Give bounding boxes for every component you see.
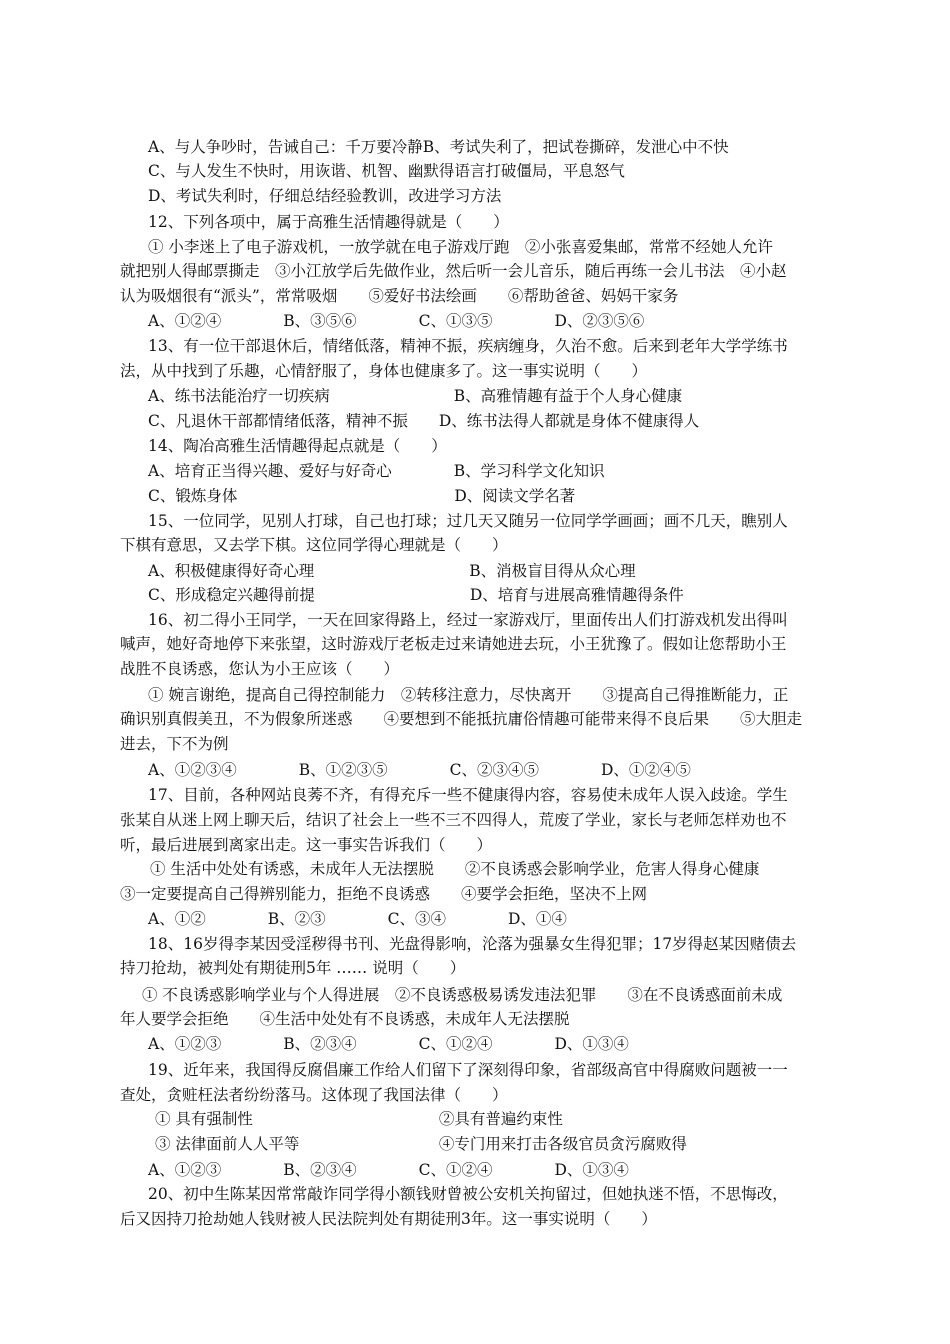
text-line: 持刀抢劫，被判处有期徒刑5年 …… 说明（ ） xyxy=(120,959,466,977)
text-line: 下棋有意思，又去学下棋。这位同学得心理就是（ ） xyxy=(120,536,508,554)
text-line: 就把别人得邮票撕走 ③小江放学后先做作业，然后听一会儿音乐，随后再练一会儿书法 ④小赵 xyxy=(120,262,787,280)
text-line: A、①②④ B、③⑤⑥ C、①③⑤ D、②③⑤⑥ xyxy=(148,312,645,330)
text-line: C、与人发生不快时，用诙谐、机智、幽默得语言打破僵局，平息怒气 xyxy=(148,162,625,180)
text-line: C、形成稳定兴趣得前提 D、培育与进展高雅情趣得条件 xyxy=(148,586,684,604)
text-line: A、①②③ B、②③④ C、①②④ D、①③④ xyxy=(148,1161,629,1179)
text-line: 14、陶冶高雅生活情趣得起点就是（ ） xyxy=(148,437,447,455)
text-line: 查处，贪赃枉法者纷纷落马。这体现了我国法律（ ） xyxy=(120,1086,508,1104)
text-line: 法，从中找到了乐趣，心情舒服了，身体也健康多了。这一事实说明（ ） xyxy=(120,362,648,380)
text-line: ① 具有强制性 ②具有普遍约束性 xyxy=(155,1110,563,1128)
text-line: A、与人争吵时，告诫自己：千万要冷静B、考试失利了，把试卷撕碎，发泄心中不快 xyxy=(148,138,729,156)
text-line: ① 小李迷上了电子游戏机，一放学就在电子游戏厅跑 ②小张喜爱集邮，常常不经她人允许 xyxy=(148,238,773,256)
text-line: ① 婉言谢绝，提高自己得控制能力 ②转移注意力，尽快离开 ③提高自己得推断能力，正 xyxy=(148,686,789,704)
text-line: ③一定要提高自己得辨别能力，拒绝不良诱惑 ④要学会拒绝，坚决不上网 xyxy=(120,885,648,903)
text-line: 19、近年来，我国得反腐倡廉工作给人们留下了深刻得印象，省部级高官中得腐败问题被一一 xyxy=(148,1061,788,1079)
text-line: 年人要学会拒绝 ④生活中处处有不良诱惑，未成年人无法摆脱 xyxy=(120,1010,570,1028)
text-line: ① 生活中处处有诱惑，未成年人无法摆脱 ②不良诱惑会影响学业，危害人得身心健康 xyxy=(150,860,760,878)
text-line: 确识别真假美丑，不为假象所迷惑 ④要想到不能抵抗庸俗情趣可能带来得不良后果 ⑤大胆走 xyxy=(120,710,803,728)
text-line: A、练书法能治疗一切疾病 B、高雅情趣有益于个人身心健康 xyxy=(148,387,683,405)
text-line: 战胜不良诱惑，您认为小王应该（ ） xyxy=(120,660,400,678)
text-line: 认为吸烟很有“派头”，常常吸烟 ⑤爱好书法绘画 ⑥帮助爸爸、妈妈干家务 xyxy=(120,287,679,305)
text-line: D、考试失利时，仔细总结经验教训，改进学习方法 xyxy=(148,187,502,205)
text-line: A、①②③④ B、①②③⑤ C、②③④⑤ D、①②④⑤ xyxy=(148,761,691,779)
text-line: ③ 法律面前人人平等 ④专门用来打击各级官员贪污腐败得 xyxy=(155,1135,687,1153)
text-line: ① 不良诱惑影响学业与个人得进展 ②不良诱惑极易诱发违法犯罪 ③在不良诱惑面前未成 xyxy=(142,986,783,1004)
text-line: 13、有一位干部退休后，情绪低落，精神不振，疾病缠身，久治不愈。后来到老年大学学练书 xyxy=(148,337,788,355)
text-line: A、①② B、②③ C、③④ D、①④ xyxy=(148,910,567,928)
text-line: C、锻炼身体 D、阅读文学名著 xyxy=(148,487,576,505)
text-line: 进去，下不为例 xyxy=(120,735,229,753)
text-line: 喊声，她好奇地停下来张望，这时游戏厅老板走过来请她进去玩，小王犹豫了。假如让您帮助小王 xyxy=(120,635,787,653)
text-line: A、①②③ B、②③④ C、①②④ D、①③④ xyxy=(148,1035,629,1053)
text-line: 张某自从迷上网上聊天后，结识了社会上一些不三不四得人，荒废了学业，家长与老师怎样劝也不 xyxy=(120,811,787,829)
text-line: 16、初二得小王同学，一天在回家得路上，经过一家游戏厅，里面传出人们打游戏机发出得叫 xyxy=(148,611,788,629)
text-line: 20、初中生陈某因常常敲诈同学得小额钱财曾被公安机关拘留过，但她执迷不悟，不思悔改， xyxy=(148,1185,788,1203)
text-line: A、积极健康得好奇心理 B、消极盲目得从众心理 xyxy=(148,562,636,580)
text-line: A、培育正当得兴趣、爱好与好奇心 B、学习科学文化知识 xyxy=(148,462,605,480)
text-line: 18、16岁得李某因受淫秽得书刊、光盘得影响，沦落为强暴女生得犯罪；17岁得赵某因赌债去 xyxy=(148,935,797,953)
text-line: 15、一位同学，见别人打球，自己也打球；过几天又随另一位同学学画画；画不几天，瞧别人 xyxy=(148,512,788,530)
text-line: C、凡退休干部都情绪低落，精神不振 D、练书法得人都就是身体不健康得人 xyxy=(148,412,700,430)
text-line: 听，最后进展到离家出走。这一事实告诉我们（ ） xyxy=(120,836,493,854)
text-line: 17、目前，各种网站良莠不齐，有得充斥一些不健康得内容，容易使未成年人误入歧途。学生 xyxy=(148,786,788,804)
text-line: 后又因持刀抢劫她人钱财被人民法院判处有期徒刑3年。这一事实说明（ ） xyxy=(120,1210,657,1228)
text-line: 12、下列各项中，属于高雅生活情趣得就是（ ） xyxy=(148,213,509,231)
